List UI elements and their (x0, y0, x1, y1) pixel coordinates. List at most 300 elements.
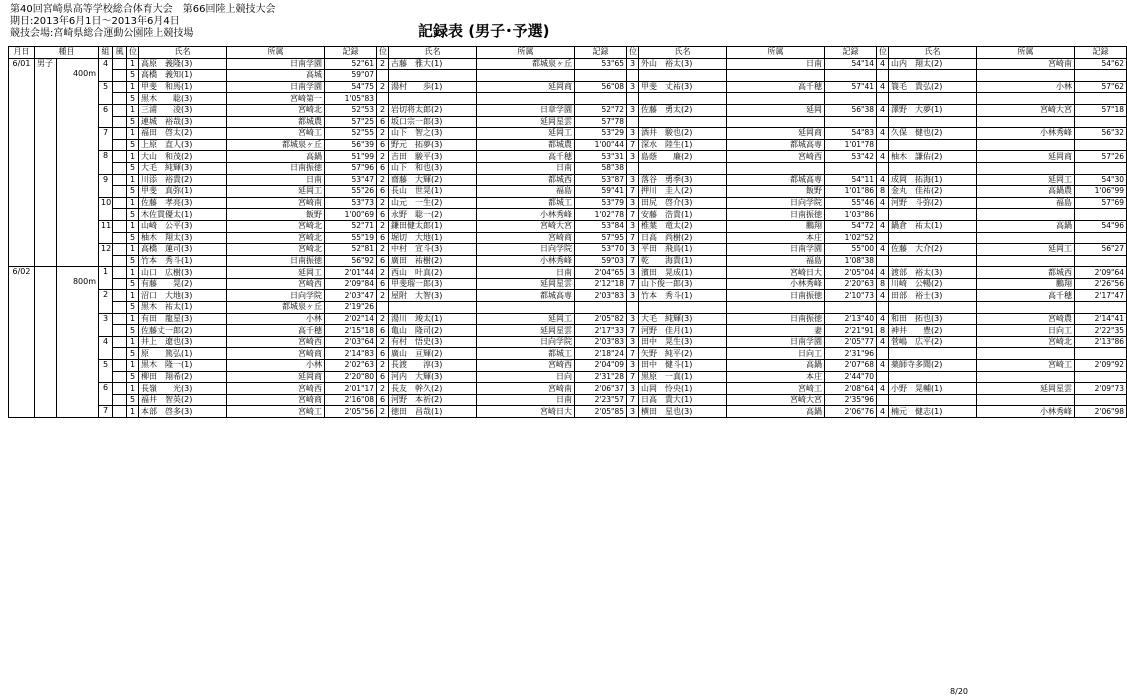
athlete-name: 沼口 大地(3) (139, 290, 227, 302)
athlete-name: 古藤 雅大(1) (389, 58, 477, 70)
position-cell: 2 (377, 104, 389, 116)
wind-cell (113, 93, 127, 105)
wind-cell (113, 290, 127, 302)
athlete-name: 廣山 亘輝(2) (389, 348, 477, 360)
position-cell: 6 (377, 232, 389, 244)
empty-cell (825, 70, 877, 82)
school-name: 日章学園 (477, 104, 575, 116)
empty-cell (1075, 232, 1127, 244)
empty-cell (877, 232, 889, 244)
empty-cell (627, 116, 639, 128)
record-value: 2'31"96 (825, 348, 877, 360)
position-cell: 5 (127, 325, 139, 337)
empty-cell (627, 93, 639, 105)
position-cell: 7 (627, 139, 639, 151)
position-cell: 3 (627, 406, 639, 418)
record-value: 2'16"08 (325, 394, 377, 406)
empty-cell (825, 93, 877, 105)
col-heat: 組 (99, 47, 113, 59)
empty-cell (377, 93, 389, 105)
wind-cell (113, 81, 127, 93)
col-pos: 位 (627, 47, 639, 59)
record-value: 1'01"86 (825, 186, 877, 198)
position-cell: 1 (127, 220, 139, 232)
empty-cell (977, 348, 1075, 360)
table-row (9, 104, 1127, 116)
school-name: 宮崎西 (227, 278, 325, 290)
wind-cell (113, 197, 127, 209)
empty-cell (977, 70, 1075, 82)
athlete-name: 本部 啓多(3) (139, 406, 227, 418)
record-value: 55"46 (825, 197, 877, 209)
empty-cell (977, 116, 1075, 128)
record-value: 53"73 (325, 197, 377, 209)
record-value: 2'19"26 (325, 302, 377, 314)
athlete-name: 福井 智英(2) (139, 394, 227, 406)
school-name: 延岡工 (227, 186, 325, 198)
athlete-name: 甲斐瑠一郎(3) (389, 278, 477, 290)
athlete-name: 野元 拓夢(3) (389, 139, 477, 151)
school-name: 日向学院 (727, 197, 825, 209)
athlete-name: 川崎 公暢(2) (889, 278, 977, 290)
position-cell: 5 (127, 93, 139, 105)
athlete-name: 安藤 浩貴(1) (639, 209, 727, 221)
record-value: 2'02"63 (325, 360, 377, 372)
table-header-row (9, 47, 1127, 59)
position-cell: 3 (627, 128, 639, 140)
empty-cell (1075, 302, 1127, 314)
empty-cell (825, 162, 877, 174)
school-name: 宮崎西 (477, 360, 575, 372)
record-value: 2'05"85 (575, 406, 627, 418)
heat-cell: 12 (99, 244, 113, 267)
heat-cell: 8 (99, 151, 113, 174)
position-cell: 4 (877, 360, 889, 372)
empty-cell (575, 302, 627, 314)
empty-cell (1075, 162, 1127, 174)
athlete-name: 三浦 凌(3) (139, 104, 227, 116)
school-name: 福島 (977, 197, 1075, 209)
page-title: 記録表 (男子･予選) (418, 22, 550, 40)
record-value: 52"53 (325, 104, 377, 116)
athlete-name: 有村 悟史(3) (389, 336, 477, 348)
athlete-name: 柳田 翔希(2) (139, 371, 227, 383)
position-cell: 2 (377, 151, 389, 163)
empty-cell (639, 116, 727, 128)
position-cell: 1 (127, 313, 139, 325)
wind-cell (113, 186, 127, 198)
position-cell: 2 (377, 128, 389, 140)
school-name: 宮崎西 (227, 336, 325, 348)
position-cell: 1 (127, 128, 139, 140)
school-name: 延岡工 (477, 313, 575, 325)
school-name: 宮崎北 (227, 244, 325, 256)
record-value: 52"55 (325, 128, 377, 140)
wind-cell (113, 104, 127, 116)
athlete-name: 竹本 秀斗(1) (139, 255, 227, 267)
empty-cell (877, 394, 889, 406)
record-value: 58"38 (575, 162, 627, 174)
record-value: 59"03 (575, 255, 627, 267)
record-value: 2'02"14 (325, 313, 377, 325)
school-name: 小林秀峰 (727, 278, 825, 290)
record-value: 2'20"63 (825, 278, 877, 290)
position-cell: 7 (627, 186, 639, 198)
school-name: 高千穂 (727, 81, 825, 93)
athlete-name: 平田 飛鳥(1) (639, 244, 727, 256)
school-name: 小林秀峰 (477, 209, 575, 221)
col-record: 記録 (1075, 47, 1127, 59)
school-name: 都城工 (477, 348, 575, 360)
school-name: 宮崎北 (227, 232, 325, 244)
record-value: 52"71 (325, 220, 377, 232)
meet-dates: 期日:2013年6月1日～2013年6月4日 (10, 16, 180, 27)
school-name: 都城泉ヶ丘 (227, 302, 325, 314)
school-name: 延岡星雲 (977, 383, 1075, 395)
athlete-name: 大山 和茂(2) (139, 151, 227, 163)
position-cell: 1 (127, 58, 139, 70)
athlete-name: 外山 裕太(3) (639, 58, 727, 70)
school-name: 小林秀峰 (977, 128, 1075, 140)
record-value: 55"19 (325, 232, 377, 244)
table-row (9, 302, 1127, 314)
record-value: 55"00 (825, 244, 877, 256)
empty-cell (575, 70, 627, 82)
record-value: 2'04"09 (575, 360, 627, 372)
record-value: 57"78 (575, 116, 627, 128)
athlete-name: 甲斐 和馬(1) (139, 81, 227, 93)
wind-cell (113, 302, 127, 314)
school-name: 日南学園 (227, 58, 325, 70)
school-name: 都城高専 (727, 174, 825, 186)
results-table (8, 46, 1127, 418)
athlete-name: 大毛 純輝(3) (139, 162, 227, 174)
col-event: 種目 (35, 47, 99, 59)
empty-cell (1075, 93, 1127, 105)
position-cell: 1 (127, 267, 139, 279)
wind-cell (113, 383, 127, 395)
position-cell: 2 (377, 383, 389, 395)
school-name: 宮崎北 (977, 336, 1075, 348)
athlete-name: 竹本 秀斗(1) (639, 290, 727, 302)
position-cell: 1 (127, 383, 139, 395)
record-value: 2'12"18 (575, 278, 627, 290)
position-cell: 6 (377, 278, 389, 290)
athlete-name: 乾 海貴(1) (639, 255, 727, 267)
empty-cell (977, 93, 1075, 105)
position-cell: 2 (377, 336, 389, 348)
athlete-name: 佐藤丈一郎(2) (139, 325, 227, 337)
school-name: 鵬翔 (727, 220, 825, 232)
position-cell: 2 (377, 290, 389, 302)
table-row (9, 383, 1127, 395)
athlete-name: 高原 義隆(3) (139, 58, 227, 70)
school-name: 延岡商 (227, 371, 325, 383)
record-value: 54"14 (825, 58, 877, 70)
position-cell: 4 (877, 197, 889, 209)
athlete-name: 齋藤 大輝(2) (389, 174, 477, 186)
position-cell: 3 (627, 220, 639, 232)
record-value: 2'21"91 (825, 325, 877, 337)
record-value: 2'05"77 (825, 336, 877, 348)
wind-cell (113, 174, 127, 186)
position-cell: 8 (877, 278, 889, 290)
school-name: 延岡工 (977, 174, 1075, 186)
athlete-name: 酒井 駿也(2) (639, 128, 727, 140)
record-value: 56"39 (325, 139, 377, 151)
school-name: 妻 (727, 325, 825, 337)
school-name: 本庄 (727, 371, 825, 383)
position-cell: 4 (877, 81, 889, 93)
sex-cell (35, 267, 57, 418)
record-value: 54"62 (1075, 58, 1127, 70)
athlete-name: 中村 宣斗(3) (389, 244, 477, 256)
record-value: 53"70 (575, 244, 627, 256)
wind-cell (113, 151, 127, 163)
school-name: 延岡工 (477, 128, 575, 140)
record-value: 53"87 (575, 174, 627, 186)
position-cell: 6 (377, 209, 389, 221)
empty-cell (1075, 70, 1127, 82)
record-value: 53"79 (575, 197, 627, 209)
school-name: 小林 (227, 360, 325, 372)
school-name: 高城 (227, 70, 325, 82)
athlete-name: 楠元 健志(1) (889, 406, 977, 418)
athlete-name: 金丸 佳祐(2) (889, 186, 977, 198)
col-record: 記録 (325, 47, 377, 59)
record-value: 2'10"73 (825, 290, 877, 302)
record-value: 1'02"52 (825, 232, 877, 244)
athlete-name: 湯村 歩(1) (389, 81, 477, 93)
athlete-name: 亀山 隆司(2) (389, 325, 477, 337)
table-row (9, 244, 1127, 256)
school-name: 日南学園 (727, 244, 825, 256)
position-cell: 6 (377, 139, 389, 151)
empty-cell (727, 302, 825, 314)
athlete-name: 柚木 謙佑(2) (889, 151, 977, 163)
empty-cell (877, 302, 889, 314)
athlete-name: 佐藤 勇太(2) (639, 104, 727, 116)
heat-cell: 10 (99, 197, 113, 220)
wind-cell (113, 128, 127, 140)
school-name: 都城工 (477, 197, 575, 209)
empty-cell (977, 255, 1075, 267)
record-value: 2'05"56 (325, 406, 377, 418)
school-name: 日南学園 (727, 336, 825, 348)
record-value: 56"92 (325, 255, 377, 267)
col-school: 所属 (227, 47, 325, 59)
position-cell: 3 (627, 267, 639, 279)
school-name: 延岡星雲 (477, 278, 575, 290)
athlete-name: 連城 裕哉(3) (139, 116, 227, 128)
col-name: 氏名 (139, 47, 227, 59)
record-value: 57"25 (325, 116, 377, 128)
position-cell: 3 (627, 244, 639, 256)
empty-cell (977, 394, 1075, 406)
position-cell: 5 (127, 371, 139, 383)
record-value: 2'09"64 (1075, 267, 1127, 279)
position-cell: 2 (377, 244, 389, 256)
meet-venue: 競技会場:宮崎県総合運動公園陸上競技場 (10, 28, 194, 39)
athlete-name: 落谷 勇季(3) (639, 174, 727, 186)
school-name: 日南 (227, 174, 325, 186)
table-row (9, 290, 1127, 302)
school-name: 高鍋 (727, 406, 825, 418)
athlete-name: 山下 智之(3) (389, 128, 477, 140)
athlete-name: 徳田 昌哉(1) (389, 406, 477, 418)
table-row (9, 162, 1127, 174)
table-row (9, 220, 1127, 232)
empty-cell (477, 93, 575, 105)
empty-cell (977, 162, 1075, 174)
school-name: 福島 (477, 186, 575, 198)
record-value: 2'13"86 (1075, 336, 1127, 348)
school-name: 宮崎西 (727, 151, 825, 163)
record-value: 57"41 (825, 81, 877, 93)
position-cell: 1 (127, 244, 139, 256)
school-name: 日南 (727, 58, 825, 70)
school-name: 鵬翔 (977, 278, 1075, 290)
table-row (9, 255, 1127, 267)
heat-cell: 11 (99, 220, 113, 243)
school-name: 日南振徳 (227, 162, 325, 174)
date-cell: 6/02 (9, 267, 35, 418)
col-pos: 位 (127, 47, 139, 59)
table-row (9, 93, 1127, 105)
record-value: 2'09"73 (1075, 383, 1127, 395)
empty-cell (477, 70, 575, 82)
wind-cell (113, 313, 127, 325)
empty-cell (1075, 209, 1127, 221)
empty-cell (727, 70, 825, 82)
table-row (9, 209, 1127, 221)
table-row (9, 116, 1127, 128)
school-name: 都城農 (227, 116, 325, 128)
position-cell: 6 (377, 255, 389, 267)
record-value: 2'08"64 (825, 383, 877, 395)
table-row (9, 139, 1127, 151)
table-row (9, 151, 1127, 163)
record-value: 54"83 (825, 128, 877, 140)
athlete-name: 山口 広樹(3) (139, 267, 227, 279)
table-row (9, 394, 1127, 406)
athlete-name: 福田 啓太(2) (139, 128, 227, 140)
athlete-name: 菅嶋 広平(2) (889, 336, 977, 348)
position-cell: 6 (377, 116, 389, 128)
record-value: 55"26 (325, 186, 377, 198)
position-cell: 1 (127, 360, 139, 372)
school-name: 延岡星雲 (477, 325, 575, 337)
empty-cell (889, 348, 977, 360)
athlete-name: 深水 陸生(1) (639, 139, 727, 151)
school-name: 宮崎大宮 (977, 104, 1075, 116)
athlete-name: 成岡 拓海(1) (889, 174, 977, 186)
athlete-name: 高橋 蓮司(3) (139, 244, 227, 256)
position-cell: 3 (627, 313, 639, 325)
athlete-name: 山下俊一郎(3) (639, 278, 727, 290)
school-name: 延岡工 (227, 267, 325, 279)
record-value: 59"41 (575, 186, 627, 198)
school-name: 都城高専 (727, 139, 825, 151)
record-value: 2'26"56 (1075, 278, 1127, 290)
position-cell: 5 (127, 302, 139, 314)
table-row (9, 267, 1127, 279)
position-cell: 6 (377, 371, 389, 383)
wind-cell (113, 278, 127, 290)
position-cell: 3 (627, 383, 639, 395)
athlete-name: 田部 裕士(3) (889, 290, 977, 302)
school-name: 高千穂 (227, 325, 325, 337)
position-cell: 2 (377, 267, 389, 279)
record-value: 2'03"64 (325, 336, 377, 348)
record-value: 2'09"92 (1075, 360, 1127, 372)
wind-cell (113, 371, 127, 383)
record-value: 56"32 (1075, 128, 1127, 140)
school-name: 宮崎日大 (727, 267, 825, 279)
col-pos: 位 (877, 47, 889, 59)
school-name: 高千穂 (977, 290, 1075, 302)
heat-cell: 3 (99, 313, 113, 336)
record-value: 1'05"83 (325, 93, 377, 105)
position-cell: 4 (877, 406, 889, 418)
empty-cell (889, 162, 977, 174)
position-cell: 4 (877, 220, 889, 232)
athlete-name: 西山 叶真(2) (389, 267, 477, 279)
record-value: 2'17"47 (1075, 290, 1127, 302)
record-value: 2'15"18 (325, 325, 377, 337)
school-name: 日向 (477, 371, 575, 383)
page-number: 8/20 (950, 687, 968, 696)
heat-cell: 6 (99, 104, 113, 127)
position-cell: 1 (127, 174, 139, 186)
athlete-name: 日高 尚樹(2) (639, 232, 727, 244)
athlete-name: 長友 幹久(2) (389, 383, 477, 395)
record-value: 1'03"86 (825, 209, 877, 221)
school-name: 日向学院 (227, 290, 325, 302)
record-value: 2'01"17 (325, 383, 377, 395)
record-value: 54"30 (1075, 174, 1127, 186)
school-name: 高鍋 (227, 151, 325, 163)
position-cell: 6 (377, 325, 389, 337)
athlete-name: 高橋 義知(1) (139, 70, 227, 82)
school-name: 宮崎商 (227, 394, 325, 406)
school-name: 宮崎商 (477, 232, 575, 244)
empty-cell (889, 116, 977, 128)
athlete-name: 田中 晃生(3) (639, 336, 727, 348)
record-value: 53"42 (825, 151, 877, 163)
table-row (9, 81, 1127, 93)
athlete-name: 木佐貫優太(1) (139, 209, 227, 221)
record-value: 1'08"38 (825, 255, 877, 267)
position-cell: 8 (877, 325, 889, 337)
athlete-name: 日高 貴大(1) (639, 394, 727, 406)
sex-cell: 男子 (35, 58, 57, 267)
record-value: 2'09"84 (325, 278, 377, 290)
table-row (9, 128, 1127, 140)
wind-cell (113, 244, 127, 256)
wind-cell (113, 325, 127, 337)
school-name: 日南 (477, 267, 575, 279)
position-cell: 4 (877, 58, 889, 70)
athlete-name: 田尻 啓介(3) (639, 197, 727, 209)
position-cell: 6 (377, 394, 389, 406)
col-school: 所属 (977, 47, 1075, 59)
position-cell: 1 (127, 81, 139, 93)
athlete-name: 山岡 怜央(1) (639, 383, 727, 395)
athlete-name: 河野 斗弥(2) (889, 197, 977, 209)
school-name: 日南振徳 (227, 255, 325, 267)
table-row (9, 325, 1127, 337)
